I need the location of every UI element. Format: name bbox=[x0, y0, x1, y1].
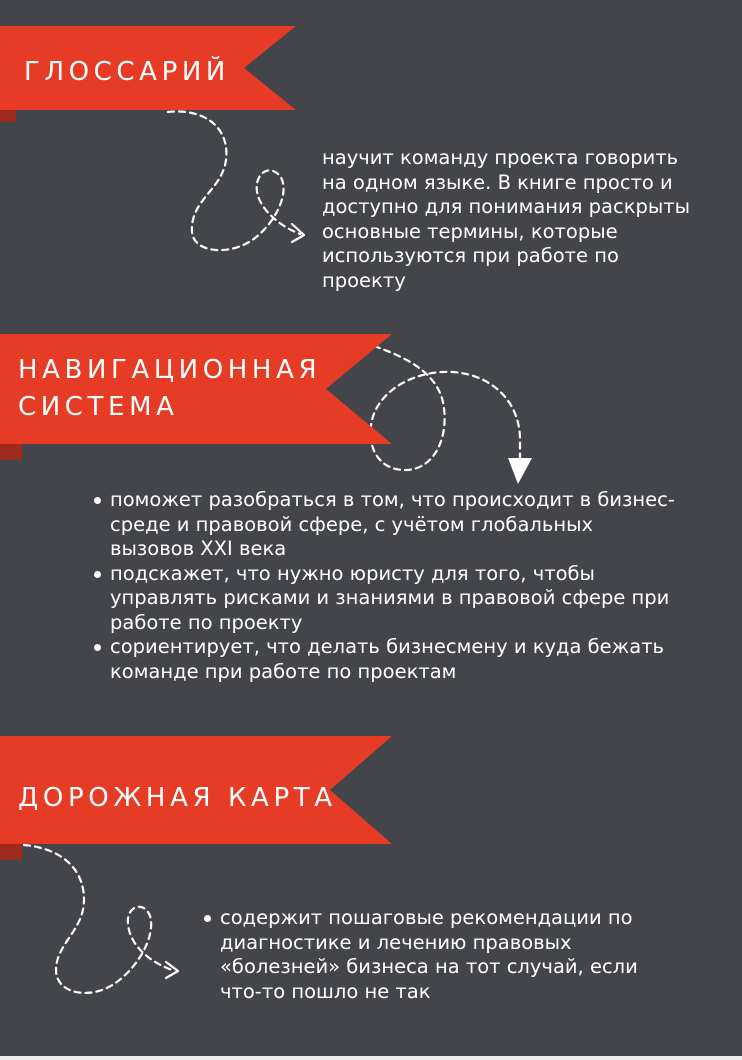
bullet-list bbox=[202, 906, 682, 1004]
section-title-glossary bbox=[24, 54, 230, 91]
bullet-list bbox=[92, 488, 682, 684]
section-text-navigation bbox=[92, 488, 682, 684]
section-text-glossary: научит команду проекта говорить на одном языке. В книге просто и доступно для понимания раскрыты основные термины, которые используются при работе по проекту bbox=[322, 146, 691, 292]
list-item: подскажет, что нужно юристу для того, чтобы управлять рисками и знаниями в правовой сфере при работе по проекту bbox=[92, 562, 682, 636]
section-title-line: ГЛОССАРИЙ bbox=[24, 57, 230, 87]
section-title-line: НАВИГАЦИОННАЯ bbox=[18, 355, 322, 385]
list-item: поможет разобраться в том, что происходит в бизнес-среде и правовой сфере, с учётом глобальных вызовов XXI века bbox=[92, 488, 682, 562]
section-title-line: СИСТЕМА bbox=[18, 392, 179, 422]
section-title-roadmap bbox=[18, 780, 337, 817]
list-item: сориентирует, что делать бизнесмену и куда бежать команде при работе по проектам bbox=[92, 635, 682, 684]
section-title-line: ДОРОЖНАЯ КАРТА bbox=[18, 783, 337, 813]
list-item: содержит пошаговые рекомендации по диагностике и лечению правовых «болезней» бизнеса на тот случай, если что-то пошло не так bbox=[202, 906, 682, 1004]
section-text-roadmap bbox=[202, 906, 682, 1004]
section-title-navigation bbox=[18, 352, 321, 426]
